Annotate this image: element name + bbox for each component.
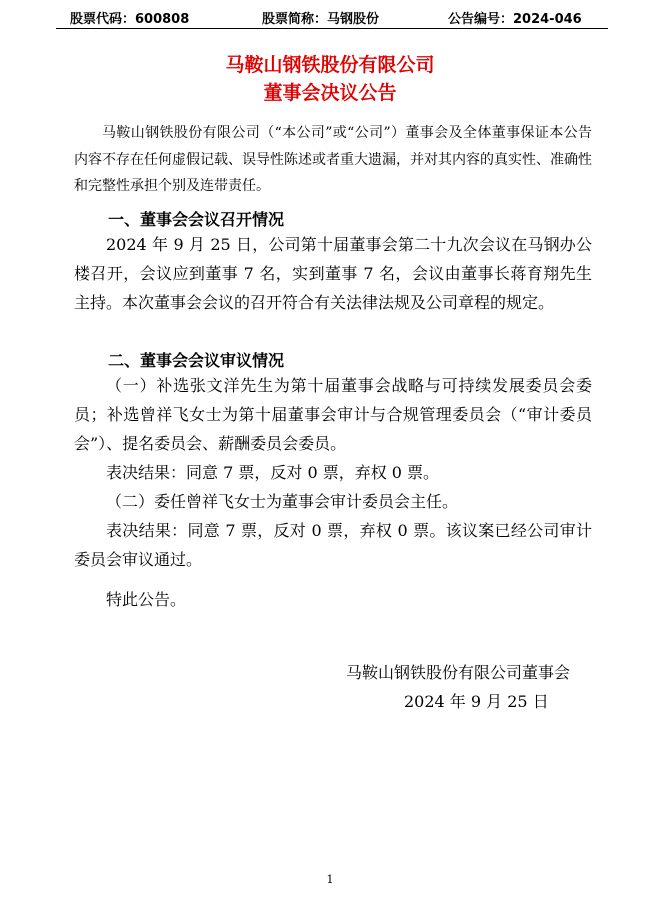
intro-paragraph: 马鞍山钢铁股份有限公司（“本公司”或“公司”）董事会及全体董事保证本公告内容不存在任何虚假记载、误导性陈述或者重大遗漏，并对其内容的真实性、准确性和完整性承担个别及连带责任。 — [74, 125, 592, 194]
stock-name: 股票简称：马钢股份 — [262, 12, 380, 27]
section-1-paragraph: 2024 年 9 月 25 日，公司第十届董事会第二十九次会议在马钢办公楼召开，会议应到董事 7 名，实到董事 7 名，会议由董事长蒋育翔先生主持。本次董事会会议的召开符合有关法律法规及公司章程的规定。 — [74, 235, 592, 312]
signature-company: 马鞍山钢铁股份有限公司董事会 — [346, 663, 571, 682]
closing-text: 特此公告。 — [106, 590, 187, 609]
resolution-item-1: （一）补选张文洋先生为第十届董事会战略与可持续发展委员会委员；补选曾祥飞女士为第十届董事会审计与合规管理委员会（“审计委员会”）、提名委员会、薪酬委员会委员。 — [74, 376, 592, 453]
vote-result-2: 表决结果：同意 7 票，反对 0 票，弃权 0 票。该议案已经公司审计委员会审议通过。 — [74, 521, 592, 569]
stock-code: 股票代码：600808 — [70, 12, 190, 27]
page-header — [56, 8, 608, 30]
header-divider — [56, 28, 608, 29]
vote-result-1: 表决结果：同意 7 票，反对 0 票，弃权 0 票。 — [106, 463, 440, 482]
announcement-number: 公告编号：2024-046 — [448, 12, 582, 27]
company-title: 马鞍山钢铁股份有限公司 — [225, 54, 435, 76]
signature-date: 2024 年 9 月 25 日 — [404, 692, 549, 711]
resolution-item-2: （二）委任曾祥飞女士为董事会审计委员会主任。 — [106, 492, 459, 511]
page-number: 1 — [326, 873, 334, 886]
section-2-heading: 二、董事会会议审议情况 — [108, 351, 285, 370]
section-1-heading: 一、董事会会议召开情况 — [108, 210, 285, 229]
document-title: 董事会决议公告 — [263, 82, 397, 104]
